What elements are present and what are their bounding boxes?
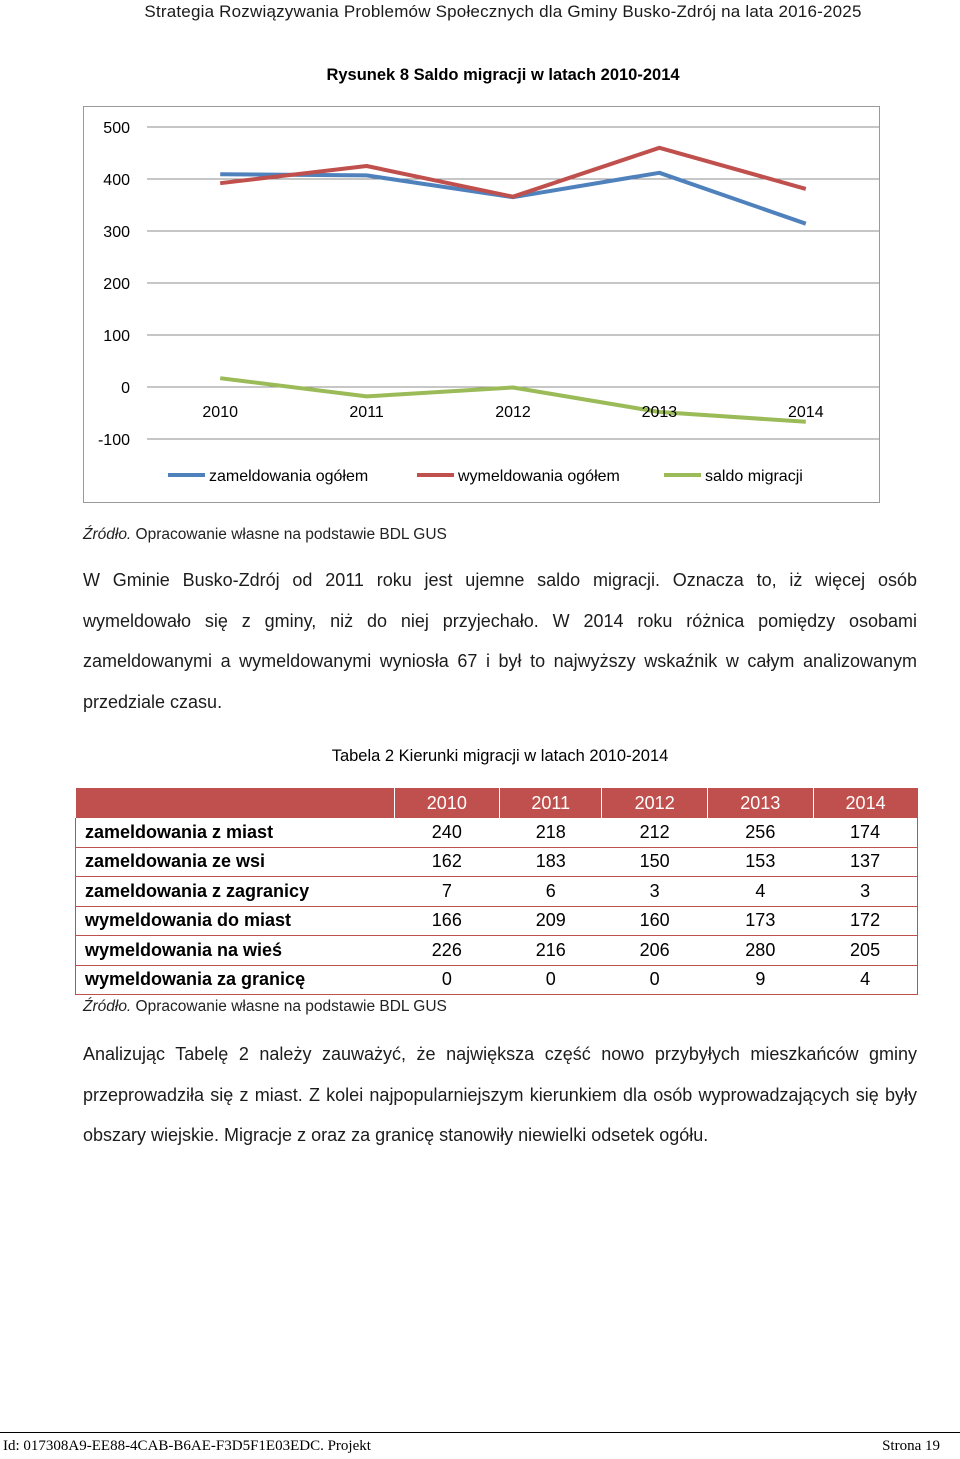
table-header-cell: 2014 [813,788,917,818]
table-row [76,847,918,877]
line-chart [83,106,880,503]
table-cell: 174 [813,818,917,847]
legend-label: wymeldowania ogółem [458,468,620,485]
table-header-cell: 2011 [500,788,602,818]
y-tick-label: 200 [103,276,130,293]
table-row [76,936,918,966]
y-tick-label: -100 [97,432,130,449]
table-cell: 206 [602,936,708,966]
source-text: Opracowanie własne na podstawie BDL GUS [131,998,447,1015]
table-row [76,877,918,907]
table-source [83,998,447,1016]
table-row [76,906,918,936]
legend-label: zameldowania ogółem [209,468,369,485]
footer-page-number: Strona 19 [882,1438,940,1454]
table-header-cell: 2010 [394,788,500,818]
table-cell: 205 [813,936,917,966]
x-tick-label: 2014 [788,404,824,421]
table-cell: 160 [602,906,708,936]
migration-table [75,788,918,995]
source-prefix: Źródło. [83,526,132,543]
table-cell: 173 [708,906,814,936]
chart-svg [84,107,879,502]
table-cell: 209 [500,906,602,936]
row-label: wymeldowania na wieś [76,936,395,966]
table-cell: 6 [500,877,602,907]
y-tick-label: 0 [121,380,130,397]
table-cell: 3 [813,877,917,907]
table-cell: 216 [500,936,602,966]
table-cell: 0 [602,965,708,995]
x-tick-label: 2012 [495,404,531,421]
table-cell: 153 [708,847,814,877]
x-tick-label: 2013 [641,404,678,421]
table-caption: Tabela 2 Kierunki migracji w latach 2010-2014 [331,747,669,765]
y-tick-label: 400 [103,172,130,189]
table-cell: 162 [394,847,500,877]
table-header-cell: 2013 [708,788,814,818]
footer-id: Id: 017308A9-EE88-4CAB-B6AE-F3D5F1E03EDC. Projekt [3,1438,371,1454]
page-footer [0,1432,960,1459]
table-cell: 212 [602,818,708,847]
table-cell: 256 [708,818,814,847]
table-row [76,818,918,847]
source-prefix: Źródło. [83,998,132,1015]
table-header-row [76,788,918,818]
x-tick-label: 2011 [349,404,384,421]
table-cell: 172 [813,906,917,936]
row-label: zameldowania z miast [76,818,395,847]
table-header-empty [76,788,395,818]
table-cell: 9 [708,965,814,995]
y-tick-label: 300 [103,224,130,241]
figure-caption: Rysunek 8 Saldo migracji w latach 2010-2014 [326,66,680,84]
table-row [76,965,918,995]
source-text: Opracowanie własne na podstawie BDL GUS [131,526,447,543]
figure-source [83,526,447,544]
page-header-title: Strategia Rozwiązywania Problemów Społecznych dla Gminy Busko-Zdrój na lata 2016-2025 [144,2,862,21]
row-label: zameldowania ze wsi [76,847,395,877]
table-cell: 4 [813,965,917,995]
x-tick-label: 2010 [202,404,238,421]
table-cell: 218 [500,818,602,847]
table-cell: 7 [394,877,500,907]
table-cell: 240 [394,818,500,847]
table-cell: 4 [708,877,814,907]
paragraph-saldo: W Gminie Busko-Zdrój od 2011 roku jest ujemne saldo migracji. Oznacza to, iż więcej osób wymeldowało się z gminy, niż do niej przyjechało. W 2014 roku różnica pomiędzy osobami zameldowanymi a wymeldowanymi wyniosła 67 i był to najwyższy wskaźnik w całym analizowanym przedziale czasu. [83,570,917,712]
table-cell: 0 [394,965,500,995]
series-line [220,148,806,197]
table-header-cell: 2012 [602,788,708,818]
row-label: zameldowania z zagranicy [76,877,395,907]
row-label: wymeldowania do miast [76,906,395,936]
table-cell: 280 [708,936,814,966]
table-cell: 150 [602,847,708,877]
table-cell: 137 [813,847,917,877]
table-cell: 0 [500,965,602,995]
row-label: wymeldowania za granicę [76,965,395,995]
table-cell: 183 [500,847,602,877]
y-tick-label: 500 [103,120,130,137]
table-cell: 166 [394,906,500,936]
legend-label: saldo migracji [705,468,803,485]
paragraph-analysis: Analizując Tabelę 2 należy zauważyć, że największa część nowo przybyłych mieszkańców gminy przeprowadziła się z miast. Z kolei najpopularniejszym kierunkiem dla osób wyprowadzających się były obszary wiejskie. Migracje z oraz za granicę stanowiły niewielki odsetek ogółu. [83,1044,917,1145]
table-cell: 3 [602,877,708,907]
y-tick-label: 100 [103,328,130,345]
table-cell: 226 [394,936,500,966]
